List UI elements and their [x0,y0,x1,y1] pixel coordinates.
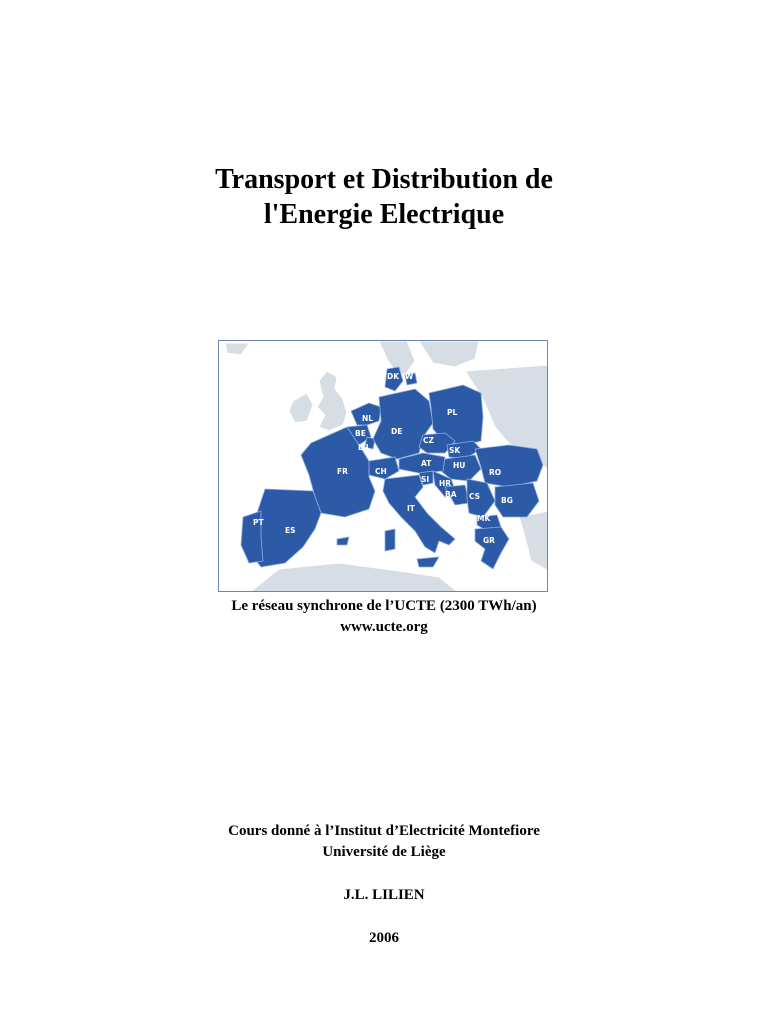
caption-url: www.ucte.org [340,619,428,635]
publication-year: 2006 [369,930,399,946]
country-label: RO [489,468,502,477]
country-label: HR [439,479,452,488]
country-label: CS [469,492,481,501]
country-label: ES [285,526,296,535]
country-label: W [405,372,414,381]
author-name: J.L. LILIEN [343,887,425,903]
country-label: IT [407,504,415,513]
country-label: CZ [423,436,434,445]
ucte-map-figure [218,340,548,592]
title-line-2: l'Energie Electrique [263,199,505,230]
country-label: NL [362,414,374,423]
title-line-1: Transport et Distribution de [215,164,553,195]
country-label: SK [449,446,461,455]
caption-line-1: Le réseau synchrone de l’UCTE (2300 TWh/an) [231,598,537,614]
country-label: PL [447,408,458,417]
figure-caption [0,596,768,638]
country-label: GR [483,536,495,545]
country-label: DK [387,372,400,381]
country-label: BE [355,429,366,438]
country-label: BG [501,496,513,505]
document-title [0,162,768,232]
country-label: SI [421,475,430,484]
course-line-1: Cours donné à l’Institut d’Electricité Montefiore [228,823,540,839]
country-label: FR [337,467,348,476]
country-label: LU [358,443,369,452]
country-label: MK [477,514,491,523]
country-label: HU [453,461,466,470]
university-name: Université de Liège [322,844,446,860]
country-label: DE [391,427,403,436]
europe-map-image [219,341,548,592]
country-label: PT [253,518,264,527]
country-label: CH [375,467,387,476]
course-info [0,821,768,863]
country-label: BA [445,490,457,499]
country-label: AT [421,459,432,468]
